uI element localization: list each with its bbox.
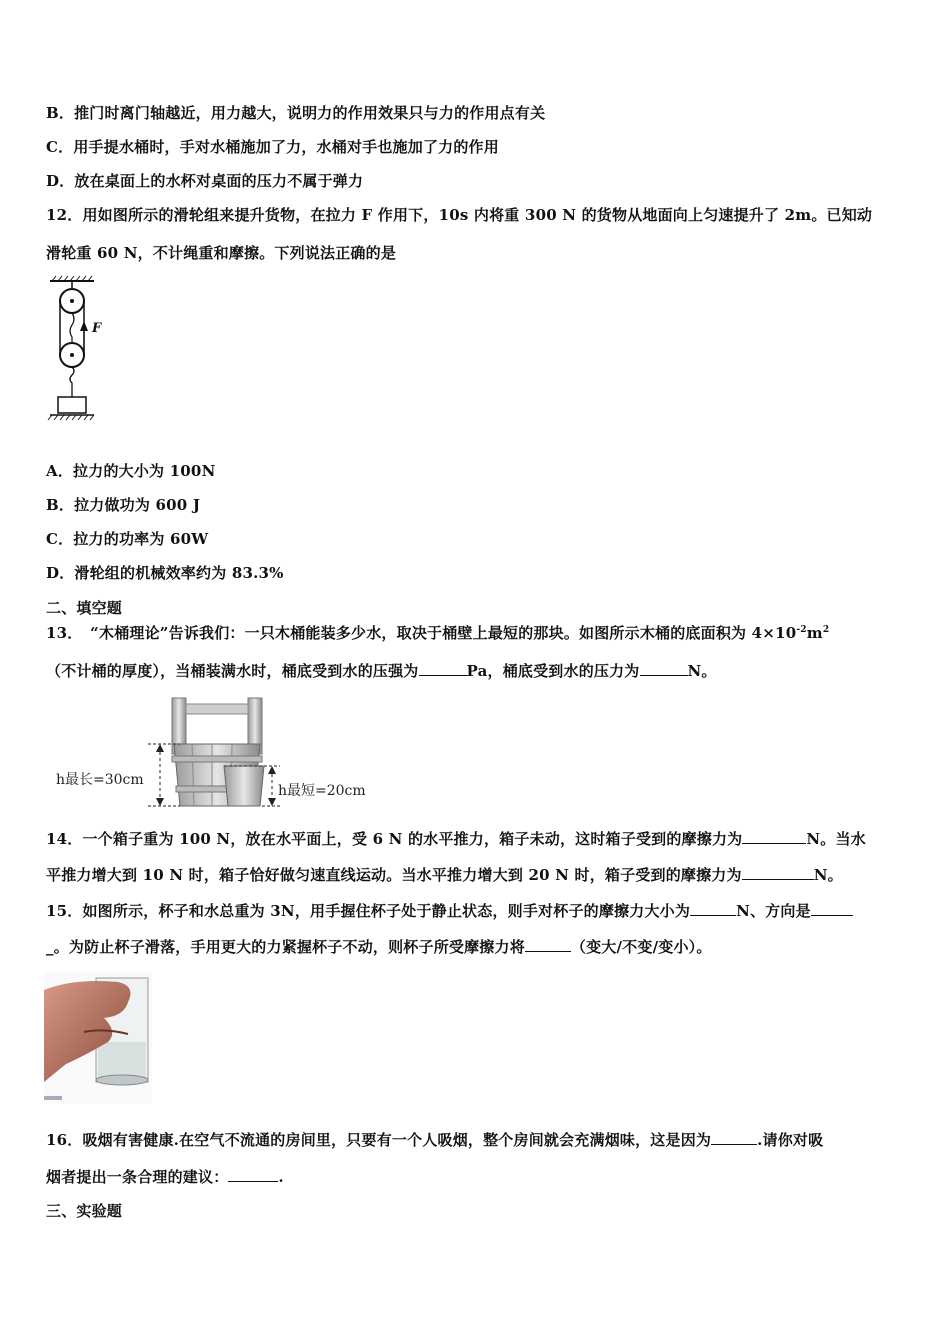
option-c-11: C．用手提水桶时，手对水桶施加了力，水桶对手也施加了力的作用	[46, 138, 499, 156]
q15-part4: （变大/不变/变小）。	[570, 938, 712, 956]
question-14-line2	[46, 864, 843, 885]
question-13-line2	[46, 660, 717, 681]
cup-figure	[44, 972, 152, 1104]
q14-part4: N。	[813, 866, 843, 884]
q15-part3: _。为防止杯子滑落，手用更大的力紧握杯子不动，则杯子所受摩擦力将	[46, 938, 525, 956]
q15-part2: N、方向是	[736, 902, 811, 920]
pulley-figure	[44, 275, 114, 425]
answer-blank[interactable]	[811, 901, 853, 916]
answer-blank[interactable]	[711, 1130, 757, 1145]
answer-blank[interactable]	[228, 1167, 278, 1182]
option-a-12: A．拉力的大小为 100N	[46, 462, 216, 480]
long-height-label: h最长=30cm	[56, 772, 144, 788]
bucket-figure	[52, 694, 382, 812]
section-3-heading: 三、实验题	[46, 1202, 123, 1220]
answer-blank[interactable]	[742, 829, 806, 844]
answer-blank[interactable]	[742, 865, 814, 880]
unit-m: m	[806, 624, 823, 642]
option-b-11: B．推门时离门轴越近，用力越大，说明力的作用效果只与力的作用点有关	[46, 104, 546, 122]
exponent-b: 2	[822, 625, 830, 635]
q14-part2: N。当水	[806, 830, 866, 848]
question-15-line1	[46, 900, 853, 921]
q16-part4: .	[278, 1168, 284, 1186]
section-2-heading: 二、填空题	[46, 599, 123, 617]
exponent-a: -2	[796, 625, 807, 635]
question-13-line1	[46, 622, 829, 643]
force-label: F	[92, 321, 102, 336]
q13-part1: （不计桶的厚度），当桶装满水时，桶底受到水的压强为	[46, 662, 419, 680]
q14-part1: 14．一个箱子重为 100 N，放在水平面上，受 6 N 的水平推力，箱子未动，这时箱子受到的摩擦力为	[46, 830, 743, 848]
q16-part1: 16．吸烟有害健康.在空气不流通的房间里，只要有一个人吸烟，整个房间就会充满烟味，这是因为	[46, 1131, 712, 1149]
question-12-line1: 12．用如图所示的滑轮组来提升货物，在拉力 F 作用下，10s 内将重 300 N 的货物从地面向上匀速提升了 2m。已知动	[46, 206, 873, 224]
q16-part2: .请你对吸	[757, 1131, 824, 1149]
q15-part1: 15．如图所示，杯子和水总重为 3N，用手握住杯子处于静止状态，则手对杯子的摩擦力大小为	[46, 902, 691, 920]
question-12-line2: 滑轮重 60 N，不计绳重和摩擦。下列说法正确的是	[46, 244, 397, 262]
answer-blank[interactable]	[525, 937, 571, 952]
q14-part3: 平推力增大到 10 N 时，箱子恰好做匀速直线运动。当水平推力增大到 20 N 时，箱子受到的摩擦力为	[46, 866, 742, 884]
question-16-line2	[46, 1166, 284, 1187]
answer-blank[interactable]	[640, 661, 688, 676]
answer-blank[interactable]	[419, 661, 467, 676]
option-b-12: B．拉力做功为 600 J	[46, 496, 201, 514]
short-height-label: h最短=20cm	[278, 783, 366, 799]
q13-part3: N。	[687, 662, 717, 680]
q16-part3: 烟者提出一条合理的建议：	[46, 1168, 229, 1186]
answer-blank[interactable]	[690, 901, 736, 916]
question-13-text: 13． “木桶理论”告诉我们：一只木桶能装多少水，取决于桶壁上最短的那块。如图所示木桶的底面积为 4×10	[46, 624, 797, 642]
q13-part2: Pa，桶底受到水的压力为	[466, 662, 640, 680]
option-c-12: C．拉力的功率为 60W	[46, 530, 209, 548]
question-15-line2	[46, 936, 712, 957]
question-16-line1	[46, 1129, 823, 1150]
option-d-11: D．放在桌面上的水杯对桌面的压力不属于弹力	[46, 172, 364, 190]
question-14-line1	[46, 828, 866, 849]
option-d-12: D．滑轮组的机械效率约为 83.3%	[46, 564, 284, 582]
